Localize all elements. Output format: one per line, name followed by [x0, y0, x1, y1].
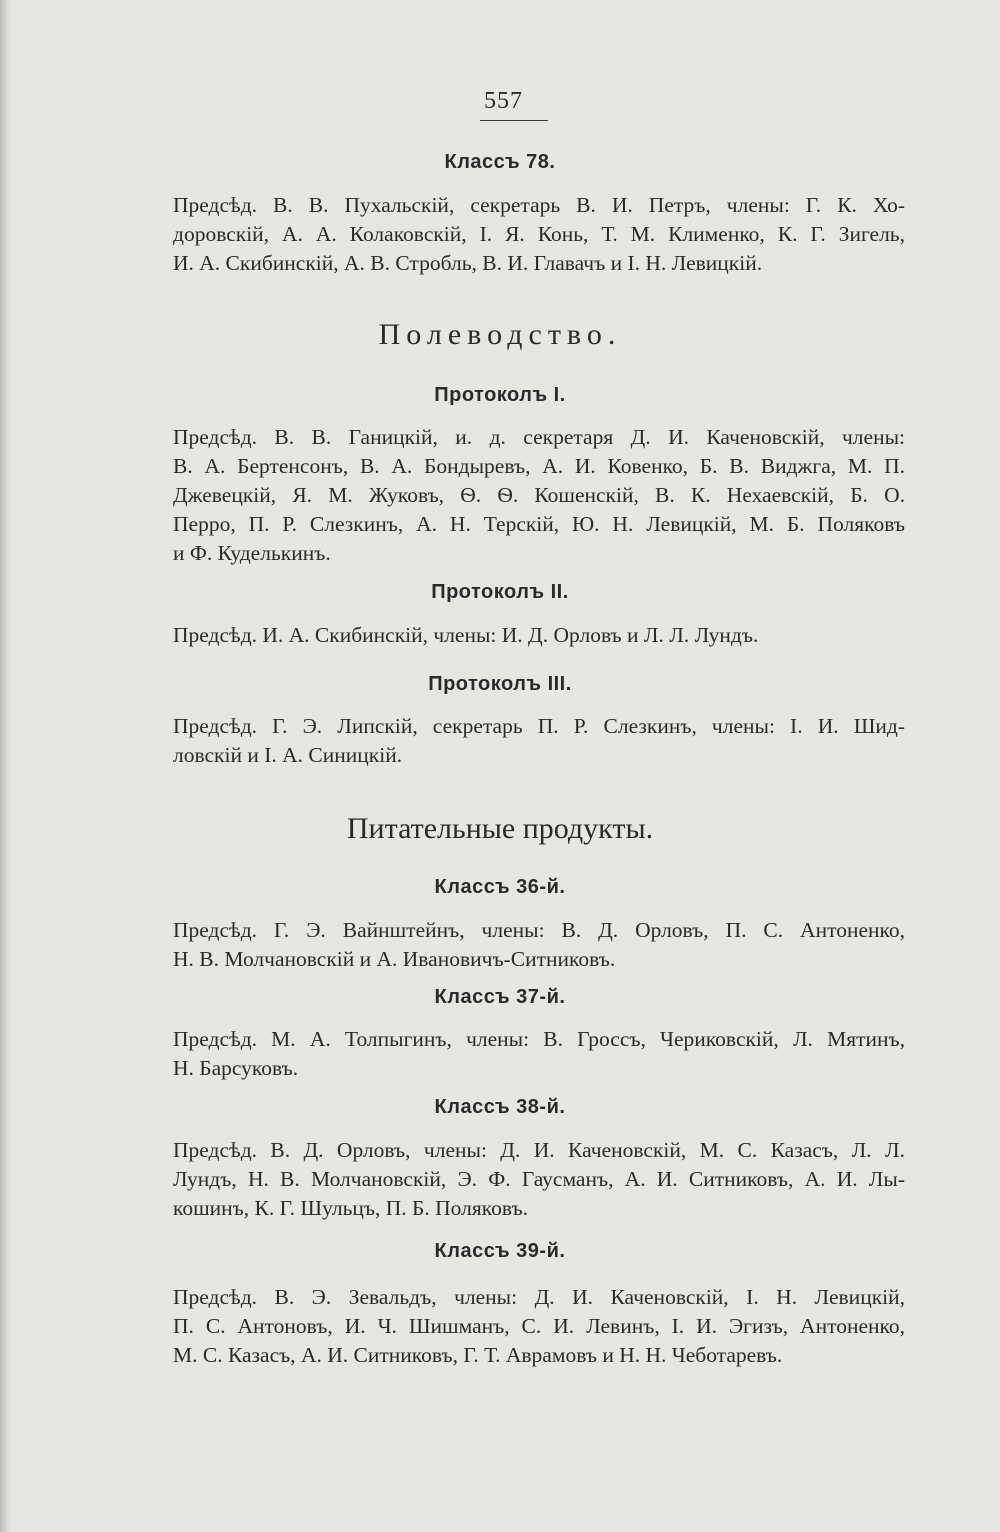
- paragraph-line: Предсѣд. Г. Э. Липскій, секретарь П. Р. Слезкинъ, члены: І. И. Шид-: [173, 714, 905, 738]
- paragraph-line: Предсѣд. Г. Э. Вайнштейнъ, члены: В. Д. Орловъ, П. С. Антоненко,: [173, 918, 905, 942]
- paragraph-line: П. С. Антоновъ, И. Ч. Шишманъ, С. И. Левинъ, І. И. Эгизъ, Антоненко,: [173, 1314, 905, 1338]
- paragraph-line: Предсѣд. В. Э. Зевальдъ, члены: Д. И. Каченовскій, І. Н. Левицкій,: [173, 1285, 905, 1309]
- protocol-3-paragraph: [115, 712, 905, 770]
- protocol-1-paragraph: [115, 423, 905, 568]
- class-37-heading: Классъ 37-й.: [434, 986, 566, 1008]
- page-number-rule: [480, 120, 548, 121]
- paragraph-line: Н. Барсуковъ.: [173, 1056, 299, 1080]
- paragraph-line: Н. В. Молчановскій и А. Ивановичъ-Ситниковъ.: [173, 947, 616, 971]
- class-38-heading: Классъ 38-й.: [434, 1096, 566, 1118]
- class-36-heading: Классъ 36-й.: [434, 876, 566, 898]
- class-39-paragraph: [115, 1283, 905, 1370]
- class-38-paragraph: [115, 1136, 905, 1223]
- paragraph-line: Лундъ, Н. В. Молчановскій, Э. Ф. Гаусманъ, А. И. Ситниковъ, А. И. Лы-: [173, 1167, 905, 1191]
- section-title-field-cultivation: Полеводство.: [378, 318, 622, 351]
- protocol-2-paragraph: [115, 621, 905, 650]
- paragraph-line: и Ф. Куделькинъ.: [173, 541, 331, 565]
- paragraph-line: Предсѣд. В. В. Пухальскій, секретарь В. И. Петръ, члены: Г. К. Хо-: [173, 193, 905, 217]
- paragraph-line: Джевецкій, Я. М. Жуковъ, Ѳ. Ѳ. Кошенскій, В. К. Нехаевскій, Б. О.: [173, 483, 905, 507]
- paragraph-line: кошинъ, К. Г. Шульцъ, П. Б. Поляковъ.: [173, 1196, 528, 1220]
- class-36-paragraph: [115, 916, 905, 974]
- paragraph-line: В. А. Бертенсонъ, В. А. Бондыревъ, А. И. Ковенко, Б. В. Виджга, М. П.: [173, 454, 905, 478]
- class-78-heading: Классъ 78.: [444, 151, 556, 173]
- paragraph-line: Предсѣд. И. А. Скибинскій, члены: И. Д. Орловъ и Л. Л. Лундъ.: [173, 623, 759, 647]
- section-title-food-products: Питательные продукты.: [346, 812, 654, 845]
- page-number: 557: [484, 88, 523, 114]
- paragraph-line: Предсѣд. В. Д. Орловъ, члены: Д. И. Каченовскій, М. С. Казасъ, Л. Л.: [173, 1138, 905, 1162]
- protocol-1-heading: Протоколъ І.: [434, 384, 566, 406]
- class-78-paragraph: [115, 191, 905, 278]
- page-edge-shadow: [0, 0, 10, 1532]
- paragraph-line: Предсѣд. М. А. Толпыгинъ, члены: В. Гроссъ, Чериковскій, Л. Мятинъ,: [173, 1027, 905, 1051]
- paragraph-line: М. С. Казасъ, А. И. Ситниковъ, Г. Т. Аврамовъ и Н. Н. Чеботаревъ.: [173, 1343, 783, 1367]
- paragraph-line: Перро, П. Р. Слезкинъ, А. Н. Терскій, Ю. Н. Левицкій, М. Б. Поляковъ: [173, 512, 905, 536]
- class-39-heading: Классъ 39-й.: [434, 1240, 566, 1262]
- protocol-2-heading: Протоколъ II.: [431, 581, 569, 603]
- class-37-paragraph: [115, 1025, 905, 1083]
- paragraph-line: Предсѣд. В. В. Ганицкій, и. д. секретаря Д. И. Каченовскій, члены:: [173, 425, 905, 449]
- paragraph-line: ловскій и І. А. Синицкій.: [173, 743, 403, 767]
- paragraph-line: И. А. Скибинскій, А. В. Стробль, В. И. Главачъ и І. Н. Левицкій.: [173, 251, 763, 275]
- paragraph-line: доровскій, А. А. Колаковскій, І. Я. Конь, Т. М. Клименко, К. Г. Зигель,: [173, 222, 905, 246]
- protocol-3-heading: Протоколъ III.: [428, 673, 572, 695]
